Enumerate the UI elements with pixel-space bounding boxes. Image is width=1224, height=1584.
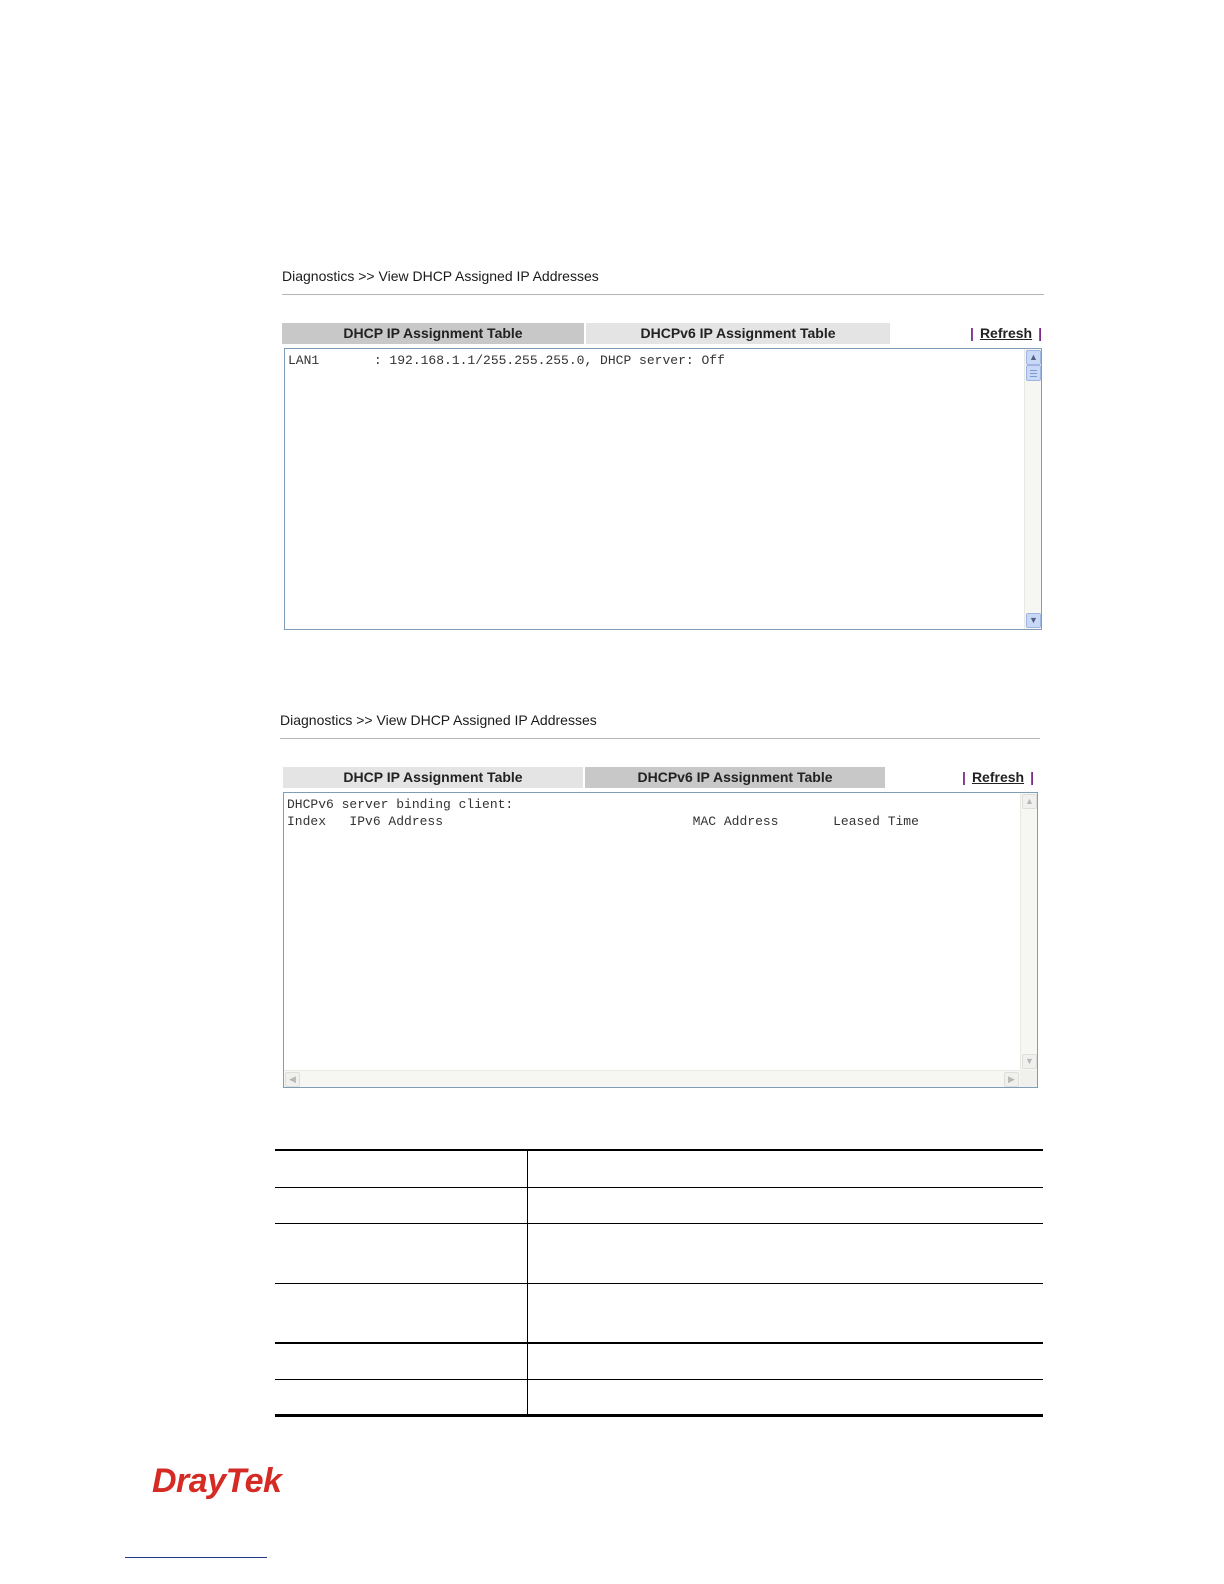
dhcpv6-output-textarea[interactable] (283, 792, 1038, 1088)
separator: | (962, 769, 966, 785)
title-divider (280, 738, 1040, 739)
table-rule (275, 1379, 1043, 1380)
scroll-thumb[interactable] (1026, 365, 1041, 381)
scroll-down-icon[interactable]: ▼ (1026, 613, 1041, 628)
scroll-left-icon[interactable]: ◀ (285, 1072, 300, 1087)
dhcp-panel-1 (282, 268, 1044, 632)
refresh-area (964, 323, 1042, 344)
description-table (275, 1149, 1043, 1417)
scroll-down-icon[interactable]: ▼ (1022, 1054, 1037, 1069)
table-rule (275, 1283, 1043, 1284)
scroll-up-icon[interactable]: ▲ (1026, 350, 1041, 365)
horizontal-scrollbar[interactable] (284, 1070, 1020, 1087)
table-rule (275, 1342, 1043, 1344)
tab-dhcp-ip-assignment-table[interactable]: DHCP IP Assignment Table (282, 323, 584, 344)
tab-dhcp-ip-assignment-table[interactable]: DHCP IP Assignment Table (283, 767, 583, 788)
footer-rule (125, 1557, 267, 1558)
output-line: DHCPv6 server binding client: (287, 797, 514, 812)
refresh-link[interactable]: Refresh (971, 769, 1025, 785)
scrollbar-corner (1020, 1070, 1037, 1087)
output-line: Index IPv6 Address MAC Address Leased Time (287, 814, 919, 829)
table-rule (275, 1187, 1043, 1188)
refresh-area (956, 767, 1034, 788)
page-title: Diagnostics >> View DHCP Assigned IP Addresses (280, 712, 597, 728)
vertical-scrollbar[interactable] (1020, 793, 1037, 1070)
vertical-scrollbar[interactable] (1024, 349, 1041, 629)
title-divider (282, 294, 1044, 295)
table-rule (275, 1149, 1043, 1151)
separator: | (970, 325, 974, 341)
dhcp-output-textarea[interactable] (284, 348, 1042, 630)
tab-dhcpv6-ip-assignment-table[interactable]: DHCPv6 IP Assignment Table (586, 323, 890, 344)
separator: | (1038, 325, 1042, 341)
page-title: Diagnostics >> View DHCP Assigned IP Addresses (282, 268, 599, 284)
output-line: LAN1 : 192.168.1.1/255.255.255.0, DHCP server: Off (288, 353, 725, 368)
table-rule (275, 1414, 1043, 1417)
dhcp-panel-2 (280, 712, 1042, 1092)
scroll-right-icon[interactable]: ▶ (1004, 1072, 1019, 1087)
refresh-link[interactable]: Refresh (979, 325, 1033, 341)
draytek-logo: DrayTek (152, 1462, 282, 1500)
table-rule (275, 1223, 1043, 1224)
scroll-up-icon[interactable]: ▲ (1022, 794, 1037, 809)
tab-dhcpv6-ip-assignment-table[interactable]: DHCPv6 IP Assignment Table (585, 767, 885, 788)
table-column-divider (527, 1149, 528, 1417)
separator: | (1030, 769, 1034, 785)
